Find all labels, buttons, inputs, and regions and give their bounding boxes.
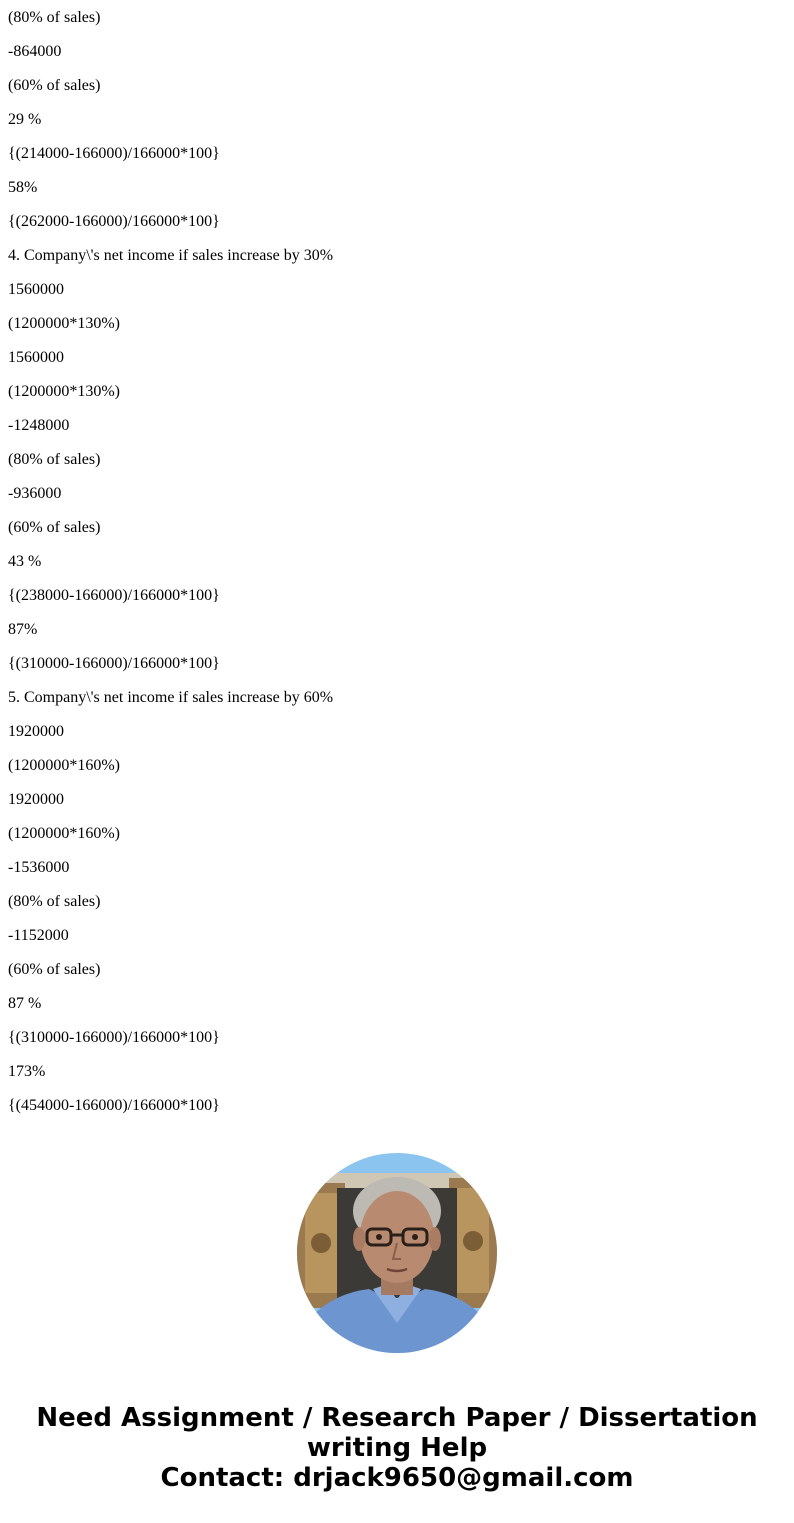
text-line: -936000	[8, 485, 62, 502]
text-line: (80% of sales)	[8, 893, 101, 910]
text-line: {(214000-166000)/166000*100}	[8, 145, 220, 162]
text-line: (80% of sales)	[8, 451, 101, 468]
text-line: -1248000	[8, 417, 70, 434]
promo-line: Need Assignment / Research Paper / Dissertation	[36, 1403, 758, 1433]
text-line: {(310000-166000)/166000*100}	[8, 1029, 220, 1046]
text-line: 87%	[8, 621, 38, 638]
text-line: {(238000-166000)/166000*100}	[8, 587, 220, 604]
text-line: (80% of sales)	[8, 9, 101, 26]
text-line: (60% of sales)	[8, 961, 101, 978]
promo-banner	[0, 1403, 794, 1493]
author-photo	[297, 1153, 497, 1353]
contact-email: Contact: drjack9650@gmail.com	[160, 1463, 634, 1493]
text-line: 29 %	[8, 111, 42, 128]
text-line: -864000	[8, 43, 62, 60]
text-line: 1920000	[8, 791, 64, 808]
text-line: -1536000	[8, 859, 70, 876]
text-line: (1200000*160%)	[8, 757, 120, 774]
text-line: {(262000-166000)/166000*100}	[8, 213, 220, 230]
promo-line: writing Help	[306, 1433, 488, 1463]
text-line: 87 %	[8, 995, 42, 1012]
section-heading: 5. Company\'s net income if sales increase by 60%	[8, 689, 334, 706]
author-avatar	[297, 1153, 497, 1353]
solution-text	[8, 0, 778, 1122]
text-line: (60% of sales)	[8, 77, 101, 94]
text-line: (1200000*160%)	[8, 825, 120, 842]
text-line: 58%	[8, 179, 38, 196]
text-line: (1200000*130%)	[8, 383, 120, 400]
text-line: {(454000-166000)/166000*100}	[8, 1097, 220, 1114]
section-heading: 4. Company\'s net income if sales increase by 30%	[8, 247, 334, 264]
text-line: 43 %	[8, 553, 42, 570]
text-line: (60% of sales)	[8, 519, 101, 536]
text-line: {(310000-166000)/166000*100}	[8, 655, 220, 672]
text-line: -1152000	[8, 927, 69, 944]
text-line: 1560000	[8, 281, 64, 298]
text-line: 1920000	[8, 723, 64, 740]
text-line: (1200000*130%)	[8, 315, 120, 332]
text-line: 173%	[8, 1063, 46, 1080]
text-line: 1560000	[8, 349, 64, 366]
